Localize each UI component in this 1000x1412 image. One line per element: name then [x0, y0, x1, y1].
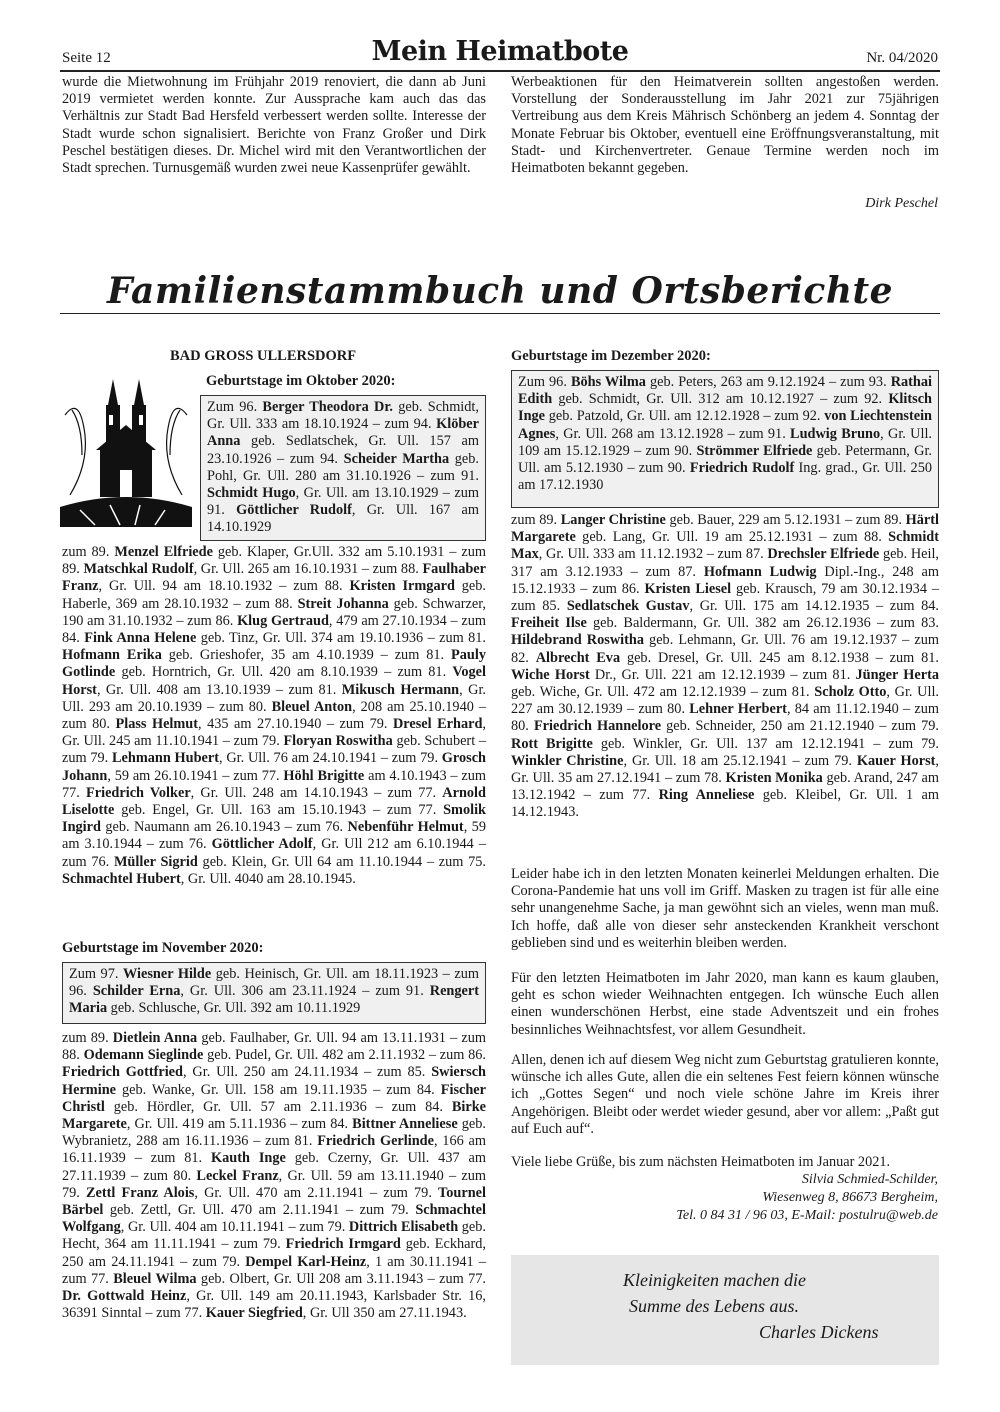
entry-text: geb. Heinisch, Gr. Ull. am 18.11.1923 – zum 96.: [69, 966, 479, 1000]
person-name: Friedrich Gerlinde: [317, 1133, 434, 1150]
entry-text: , Gr. Ull. 265 am 16.10.1931 – zum 88.: [193, 561, 423, 578]
entry-text: geb. Kleibel, Gr. Ull. 1 am 14.12.1943.: [511, 787, 939, 821]
entry-text: geb. Lang, Gr. Ull. 19 am 25.12.1931 – zum 88.: [575, 529, 889, 546]
message-paragraph-4: Viele liebe Grüße, bis zum nächsten Heimatboten im Januar 2021.: [511, 1154, 891, 1170]
person-name: Dr. Gottwald Heinz: [62, 1288, 187, 1305]
entry-text: , Gr. Ull. 76 am 24.10.1941 – zum 79.: [219, 750, 442, 767]
person-name: Dresel Erhard: [392, 716, 483, 733]
entry-text: geb. Schmidt, Gr. Ull. 333 am 18.10.1924 – zum 94.: [207, 399, 479, 433]
november-box-text: [69, 966, 479, 1018]
entry-text: geb. Arand, 247 am 13.12.1942 – zum 77.: [511, 770, 939, 804]
person-name: Schmidt Hugo: [207, 485, 296, 502]
person-name: Odemann Sieglinde: [83, 1047, 204, 1064]
entry-text: , Gr. Ull. am 13.10.1929 – zum 91.: [207, 485, 479, 519]
entry-text: , Gr. Ull. 470 am 2.11.1941 – zum 79.: [194, 1184, 439, 1201]
entry-text: , Gr. Ull. 94 am 18.10.1932 – zum 88.: [98, 578, 350, 595]
person-name: Friedrich Hannelore: [533, 718, 662, 735]
person-name: Schmidt Max: [511, 529, 939, 563]
quote-line-1: Kleinigkeiten machen die: [623, 1270, 806, 1290]
person-name: Drechsler Elfriede: [767, 546, 880, 563]
entry-text: geb. Schmidt, Gr. Ull. 312 am 10.12.1927 – zum 92.: [552, 391, 889, 408]
person-name: Zettl Franz Alois: [86, 1184, 195, 1201]
entry-text: , 166 am 16.11.1939 – zum 81.: [62, 1133, 486, 1167]
section-title: Familienstammbuch und Ortsberichte: [106, 270, 894, 312]
entry-text: , Gr. Ull. 306 am 23.11.1924 – zum 91.: [180, 983, 430, 1000]
person-name: Schmachtel Hubert: [62, 870, 181, 887]
person-name: Faulhaber Franz: [62, 561, 486, 595]
person-name: Kristen Monika: [725, 770, 823, 787]
person-name: Göttlicher Rudolf: [236, 502, 352, 519]
entry-text: , Gr. Ull. 408 am 13.10.1939 – zum 81.: [96, 681, 342, 698]
person-name: Wiesner Hilde: [122, 966, 212, 982]
person-name: Böhs Wilma: [570, 374, 646, 390]
person-name: Vogel Horst: [62, 664, 486, 698]
entry-text: geb. Horntrich, Gr. Ull. 420 am 8.10.1939 – zum 81.: [115, 664, 453, 681]
person-name: Rathai Edith: [518, 374, 932, 408]
entry-text: geb. Faulhaber, Gr. Ull. 94 am 13.11.1931 – zum 88.: [62, 1030, 486, 1064]
december-birthday-box: [511, 370, 939, 508]
entry-text: , Gr. Ull. 109 am 15.12.1929 – zum 90.: [518, 425, 933, 459]
entry-text: am 4.10.1943 – zum 77.: [62, 767, 487, 801]
entry-text: Dipl.-Ing., 248 am 15.12.1933 – zum 86.: [511, 563, 940, 597]
entry-text: geb. Zettl, Gr. Ull. 470 am 2.11.1941 – zum 79.: [103, 1202, 416, 1219]
entry-text: , 59 am 3.10.1944 – zum 76.: [62, 819, 486, 853]
person-name: Berger Theodora Dr.: [262, 399, 393, 415]
entry-text: , 1 am 30.11.1941 – zum 77.: [62, 1253, 486, 1287]
october-birthdays-list: [62, 544, 486, 888]
town-heading: BAD GROSS ULLERSDORF: [170, 348, 357, 364]
church-illustration: [60, 375, 192, 527]
author-address: Wiesenweg 8, 86673 Bergheim,: [762, 1190, 938, 1205]
entry-text: geb. Patzold, Gr. Ull. am 12.12.1928 – zum 92.: [545, 408, 825, 425]
person-name: Swiersch Hermine: [62, 1064, 486, 1098]
person-name: Pauly Gotlinde: [62, 647, 486, 681]
december-birthdays-list: [511, 512, 939, 822]
section-rule: [60, 313, 940, 314]
entry-text: geb. Tinz, Gr. Ull. 374 am 19.10.1936 – zum 81.: [196, 630, 486, 647]
entry-text: , Gr. Ull. 245 am 11.10.1941 – zum 79.: [62, 716, 486, 750]
entry-text: geb. Engel, Gr. Ull. 163 am 15.10.1943 – zum 77.: [114, 802, 444, 819]
entry-text: geb. Lehmann, Gr. Ull. 76 am 19.12.1937 – zum 82.: [511, 632, 939, 666]
person-name: Langer Christine: [560, 512, 666, 528]
entry-text: geb. Klaper, Gr.Ull. 332 am 5.10.1931 – zum 89.: [62, 544, 486, 578]
entry-text: geb. Hördler, Gr. Ull. 57 am 2.11.1936 – zum 84.: [104, 1098, 452, 1115]
entry-text: geb. Sedlatschek, Gr. Ull. 157 am 23.10.1926 – zum 94.: [207, 433, 479, 467]
person-name: Freiheit Ilse: [511, 615, 587, 632]
entry-text: geb. Naumann am 26.10.1943 – zum 76.: [100, 819, 348, 836]
entry-text: , Gr. Ull. 268 am 13.12.1928 – zum 91.: [555, 425, 791, 442]
person-name: Friedrich Irmgard: [285, 1236, 401, 1253]
entry-text: , 84 am 11.12.1940 – zum 80.: [511, 701, 939, 735]
person-name: Kristen Irmgard: [349, 578, 455, 595]
october-box-text: [207, 399, 479, 537]
entry-text: , Gr. Ull. 419 am 5.11.1936 – zum 84.: [126, 1116, 353, 1133]
entry-text: , 59 am 26.10.1941 – zum 77.: [107, 767, 284, 784]
entry-text: Dr., Gr. Ull. 221 am 12.12.1939 – zum 81.: [589, 666, 856, 683]
person-name: Plass Helmut: [115, 716, 199, 733]
entry-text: geb. Peters, 263 am 9.12.1924 – zum 93.: [645, 374, 891, 390]
entry-text: , Gr. Ull. 175 am 14.12.1935 – zum 84.: [689, 598, 939, 615]
author-name: Silvia Schmied-Schilder,: [801, 1172, 938, 1187]
person-name: Schmachtel Wolfgang: [62, 1202, 486, 1236]
person-name: Rengert Maria: [69, 983, 479, 1017]
entry-text: , Gr. Ull. 293 am 20.10.1939 – zum 80.: [62, 681, 486, 715]
person-name: Höhl Brigitte: [283, 767, 365, 784]
header-rule: [60, 70, 940, 72]
entry-text: geb. Olbert, Gr. Ull 208 am 3.11.1943 – zum 77.: [196, 1270, 486, 1287]
entry-text: geb. Heil, 317 am 3.12.1933 – zum 87.: [511, 546, 940, 580]
person-name: Dietlein Anna: [112, 1030, 198, 1046]
person-name: Sedlatschek Gustav: [566, 598, 690, 615]
entry-text: Zum 96.: [518, 374, 571, 390]
entry-text: geb. Schlusche, Gr. Ull. 392 am 10.11.1929: [107, 1000, 361, 1017]
november-heading: Geburtstage im November 2020:: [62, 940, 264, 956]
person-name: Arnold Liselotte: [62, 784, 486, 819]
church-icon: [60, 375, 192, 527]
entry-text: , Gr. Ull. 35 am 27.12.1941 – zum 78.: [511, 752, 939, 787]
quote-box: [511, 1255, 939, 1365]
person-name: Friedrich Volker: [86, 784, 191, 801]
entry-text: geb. Dresel, Gr. Ull. 245 am 8.12.1938 – zum 81.: [620, 649, 939, 666]
person-name: Grosch Johann: [62, 750, 486, 784]
person-name: von Liechtenstein Agnes: [518, 408, 932, 442]
person-name: Friedrich Gottfried: [62, 1064, 183, 1081]
person-name: Bleuel Anton: [271, 698, 353, 715]
person-name: Streit Johanna: [297, 595, 389, 612]
entry-text: geb. Pohl, Gr. Ull. 280 am 31.10.1926 – zum 91.: [207, 450, 479, 484]
entry-text: geb. Wanke, Gr. Ull. 158 am 19.11.1935 – zum 84.: [116, 1081, 441, 1098]
top-left-paragraph: wurde die Mietwohnung im Frühjahr 2019 renoviert, die dann ab Juni 2019 vermietet werden konnte. Zur Aussprache kam auch das das Verhältnis zur Stadt Bad Hersfeld verbessert werden sollte. Interesse der Stadt wurde schon signalisiert. Berichte von Franz Großer und Dirk Peschel bestätigen dieses. Dr. Michel wird mit den Verantwortlichen der Stadt sprechen. Turnusgemäß wurden zwei neue Kassenprüfer gewählt.: [62, 74, 486, 177]
person-name: Lehner Herbert: [689, 701, 787, 718]
person-name: Klug Gertraud: [237, 612, 329, 629]
person-name: Menzel Elfriede: [114, 544, 213, 560]
person-name: Fischer Christl: [62, 1081, 486, 1115]
entry-text: geb. Wybranietz, 288 am 16.11.1936 – zum 81.: [62, 1116, 486, 1150]
person-name: Winkler Christine: [511, 752, 624, 769]
entry-text: , Gr. Ull. 59 am 13.11.1940 – zum 79.: [62, 1167, 486, 1201]
top-signature: Dirk Peschel: [865, 196, 938, 211]
person-name: Nebenführ Helmut: [347, 819, 464, 836]
person-name: Kristen Liesel: [644, 580, 732, 597]
entry-text: zum 89.: [511, 512, 561, 528]
entry-text: , 479 am 27.10.1934 – zum 84.: [62, 612, 486, 647]
entry-text: zum 89.: [62, 544, 115, 560]
person-name: Scheider Martha: [343, 450, 450, 467]
person-name: Ring Anneliese: [658, 787, 755, 804]
entry-text: Zum 97.: [69, 966, 123, 982]
person-name: Rott Brigitte: [511, 735, 593, 752]
person-name: Floryan Roswitha: [283, 733, 393, 750]
december-heading: Geburtstage im Dezember 2020:: [511, 348, 711, 364]
person-name: Hofmann Erika: [62, 647, 162, 664]
person-name: Bittner Anneliese: [352, 1116, 458, 1133]
entry-text: geb. Czerny, Gr. Ull. 437 am 27.11.1939 – zum 80.: [62, 1150, 486, 1184]
message-paragraph-1: Leider habe ich in den letzten Monaten keinerlei Meldungen erhalten. Die Corona-Pandemie hat uns voll im Griff. Masken zu tragen ist für alle eine sehr unangenehme Sache, ja man gewöhnt sich an vieles, wenn man muß. Ich hoffe, daß alle von dieser sehr ansteckenden Krankheit verschont geblieben sind und es weiterhin bleiben werden.: [511, 866, 939, 951]
november-birthday-box: [62, 962, 486, 1024]
top-right-paragraph: Werbeaktionen für den Heimatverein sollten angestoßen werden. Vorstellung der Sonderausstellung im Jahr 2021 zur 75jährigen Vertreibung aus dem Kreis Mährisch Schönberg an jedem 4. Sonntag der Monate Februar bis Oktober, eventuell eine Eröffnungsveranstaltung, mit Stadt- und Kirchenvertreter. Genaue Termine werden noch im Heimatboten bekannt gegeben.: [511, 74, 939, 177]
person-name: Göttlicher Adolf: [211, 836, 313, 853]
entry-text: geb. Hecht, 364 am 11.11.1941 – zum 79.: [62, 1219, 486, 1253]
person-name: Schilder Erna: [92, 983, 181, 1000]
person-name: Härtl Margarete: [511, 512, 939, 546]
person-name: Klöber Anna: [207, 416, 479, 450]
entry-text: zum 89.: [62, 1030, 113, 1046]
entry-text: geb. Bauer, 229 am 5.12.1931 – zum 89.: [665, 512, 906, 528]
october-birthday-box: [200, 395, 486, 541]
entry-text: , Gr. Ull. 18 am 25.12.1941 – zum 79.: [623, 752, 857, 769]
entry-text: geb. Klein, Gr. Ull 64 am 11.10.1944 – zum 75.: [197, 853, 486, 870]
person-name: Hildebrand Roswitha: [511, 632, 644, 649]
entry-text: geb. Baldermann, Gr. Ull. 382 am 26.12.1936 – zum 83.: [586, 615, 939, 632]
entry-text: geb. Eckhard, 250 am 24.11.1941 – zum 79.: [62, 1236, 486, 1270]
entry-text: geb. Pudel, Gr. Ull. 482 am 2.11.1932 – zum 86.: [203, 1047, 486, 1064]
person-name: Bleuel Wilma: [113, 1270, 197, 1287]
person-name: Wiche Horst: [511, 666, 590, 683]
entry-text: , Gr. Ull 212 am 6.10.1944 – zum 76.: [62, 836, 486, 870]
person-name: Friedrich Rudolf: [689, 460, 795, 477]
person-name: Dempel Karl-Heinz: [245, 1253, 367, 1270]
person-name: Müller Sigrid: [113, 853, 198, 870]
person-name: Leckel Franz: [196, 1167, 279, 1184]
message-paragraph-3: Allen, denen ich auf diesem Weg nicht zum Geburtstag gratulieren konnte, wünsche ich alles Gute, allen die ein seltenes Fest feiern können wünsche ich „Gottes Segen“ und noch viele schöne Jahre im Kreis ihrer Angehörigen. Bleibt oder werdet wieder gesund, aber vor allem: „Paßt gut auf Euch auf“.: [511, 1052, 939, 1137]
issue-number: Nr. 04/2020: [866, 50, 938, 66]
person-name: Kauer Siegfried: [205, 1305, 303, 1322]
entry-text: geb. Petermann, Gr. Ull. am 5.12.1930 – zum 90.: [518, 442, 932, 477]
person-name: Kauer Horst: [856, 752, 936, 769]
person-name: Ludwig Bruno: [790, 425, 881, 442]
entry-text: , Gr. Ull. 248 am 14.10.1943 – zum 77.: [190, 784, 443, 801]
entry-text: geb. Haberle, 369 am 28.10.1932 – zum 88.: [62, 578, 486, 612]
person-name: Birke Margarete: [62, 1098, 486, 1133]
person-name: Smolik Ingird: [62, 802, 486, 836]
entry-text: geb. Winkler, Gr. Ull. 137 am 12.12.1941 – zum 79.: [592, 735, 939, 752]
entry-text: geb. Schwarzer, 190 am 31.10.1932 – zum 86.: [62, 595, 486, 629]
entry-text: , Gr. Ull. 404 am 10.11.1941 – zum 79.: [120, 1219, 349, 1236]
quote-author: Charles Dickens: [759, 1322, 879, 1342]
entry-text: , Gr. Ull 350 am 27.11.1943.: [302, 1305, 467, 1322]
december-box-text: [518, 374, 932, 494]
author-contact: Tel. 0 84 31 / 96 03, E-Mail: postulru@web.de: [676, 1208, 938, 1223]
person-name: Strömmer Elfriede: [696, 442, 813, 459]
person-name: Fink Anna Helene: [84, 630, 197, 647]
person-name: Klitsch Inge: [518, 391, 932, 425]
entry-text: , 208 am 25.10.1940 – zum 80.: [62, 698, 487, 733]
person-name: Matschkal Rudolf: [83, 561, 194, 578]
message-paragraph-2: Für den letzten Heimatboten im Jahr 2020, man kann es kaum glauben, geht es schon wieder Weihnachten entgegen. Ich wünsche Euch allen einen wunderschönen Herbst, eine stade Adventszeit und ein frohes besinnliches Weihnachtsfest, vor allem Gesundheit.: [511, 970, 939, 1038]
masthead-logo: Mein Heimatbote: [371, 36, 629, 67]
entry-text: , Gr. Ull. 227 am 30.12.1939 – zum 80.: [511, 684, 939, 718]
person-name: Mikusch Hermann: [341, 681, 460, 698]
entry-text: , Gr. Ull. 333 am 11.12.1932 – zum 87.: [538, 546, 768, 563]
person-name: Kauth Inge: [211, 1150, 286, 1167]
entry-text: , Gr. Ull. 4040 am 28.10.1945.: [180, 870, 356, 887]
page-number: Seite 12: [62, 50, 111, 66]
entry-text: Ing. grad., Gr. Ull. 250 am 17.12.1930: [518, 460, 932, 494]
entry-text: , 435 am 27.10.1940 – zum 79.: [198, 716, 393, 733]
entry-text: , Gr. Ull. 149 am 20.11.1943, Karlsbader Str. 16, 36391 Sinntal – zum 77.: [62, 1288, 486, 1322]
person-name: Scholz Otto: [814, 684, 887, 701]
person-name: Lehmann Hubert: [111, 750, 220, 767]
entry-text: , Gr. Ull. 167 am 14.10.1929: [207, 502, 479, 536]
entry-text: geb. Schneider, 250 am 21.12.1940 – zum 79.: [661, 718, 939, 735]
person-name: Tournel Bärbel: [62, 1184, 486, 1219]
person-name: Dittrich Elisabeth: [348, 1219, 459, 1236]
person-name: Jünger Herta: [855, 666, 939, 683]
november-birthdays-list: [62, 1030, 486, 1322]
entry-text: geb. Schubert – zum 79.: [62, 733, 486, 767]
october-heading: Geburtstage im Oktober 2020:: [206, 373, 396, 389]
person-name: Hofmann Ludwig: [703, 563, 817, 580]
entry-text: , Gr. Ull. 250 am 24.11.1934 – zum 85.: [182, 1064, 432, 1081]
quote-line-2: Summe des Lebens aus.: [629, 1296, 799, 1316]
entry-text: geb. Krausch, 79 am 30.12.1934 – zum 85.: [511, 580, 939, 615]
person-name: Albrecht Eva: [535, 649, 621, 666]
entry-text: geb. Wiche, Gr. Ull. 472 am 12.12.1939 – zum 81.: [511, 684, 815, 701]
entry-text: Zum 96.: [207, 399, 263, 415]
entry-text: geb. Grieshofer, 35 am 4.10.1939 – zum 81.: [161, 647, 452, 664]
